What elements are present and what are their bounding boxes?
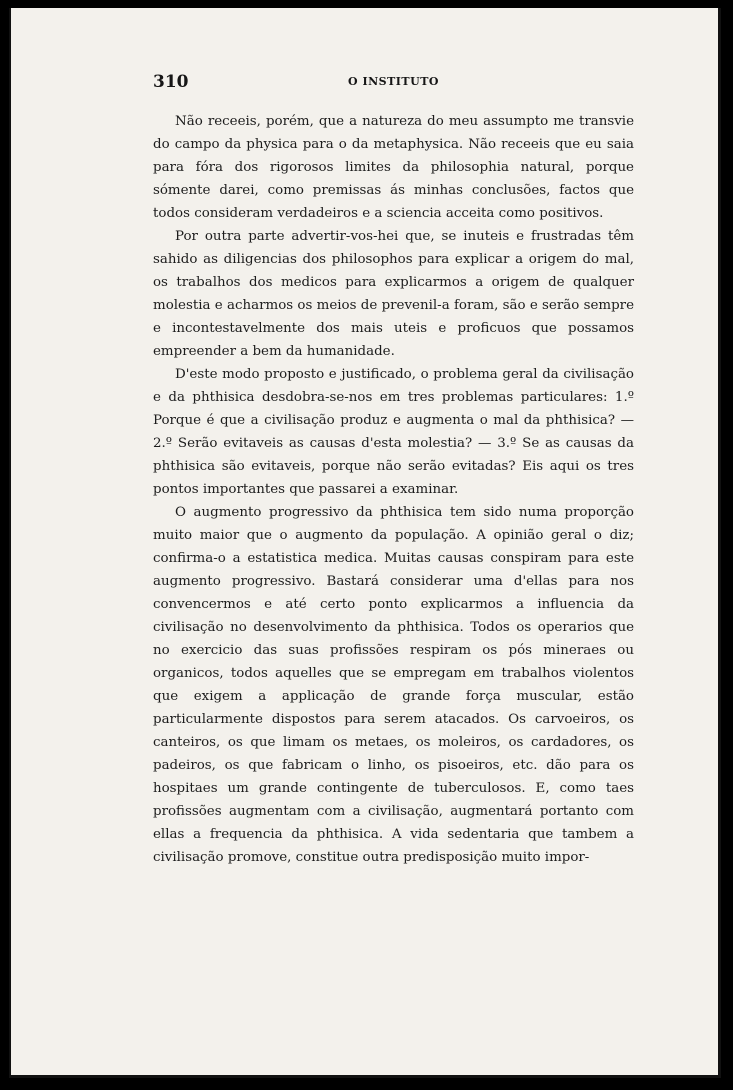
- body-text: [153, 110, 634, 869]
- paragraph: Por outra parte advertir-vos-hei que, se inuteis e frustradas têm sahido as diligencias dos philosophos para explicar a origem do mal, os trabalhos dos medicos para explicarmos a origem de qualquer molestia e acharmos os meios de prevenil-a foram, são e serão sempre e incontestavelmente dos mais uteis e proficuos que possamos empreender a bem da humanidade.: [153, 229, 634, 359]
- paragraph: Não receeis, porém, que a natureza do meu assumpto me transvie do campo da physica para o da metaphysica. Não receeis que eu saia para fóra dos rigorosos limites da philosophia natural, porque sómente darei, como premissas ás minhas conclusões, factos que todos consideram verdadeiros e a sciencia acceita como positivos.: [153, 114, 634, 221]
- page-number: 310: [153, 72, 189, 92]
- paragraph: D'este modo proposto e justificado, o problema geral da civilisação e da phthisica desdobra-se-nos em tres problemas particulares: 1.º Porque é que a civilisação produz e augmenta o mal da phthisica? — 2.º Serão evitaveis as causas d'esta molestia? — 3.º Se as causas da phthisica são evitaveis, porque não serão evitadas? Eis aqui os tres pontos importantes que passarei a examinar.: [153, 367, 634, 497]
- running-title: O INSTITUTO: [348, 75, 439, 88]
- page-header: [153, 72, 634, 98]
- paragraph: O augmento progressivo da phthisica tem sido numa proporção muito maior que o augmento da população. A opinião geral o diz; confirma-o a estatistica medica. Muitas causas conspiram para este augmento progressivo. Bastará considerar uma d'ellas para nos convencermos e até certo ponto explicarmos a influencia da civilisação no desenvolvimento da phthisica. Todos os operarios que no exercicio das suas profissões respiram os pós mineraes ou organicos, todos aquelles que se empregam em trabalhos violentos que exigem a applicação de grande força muscular, estão particularmente dispostos para serem atacados. Os carvoeiros, os canteiros, os que limam os metaes, os moleiros, os cardadores, os padeiros, os que fabricam o linho, os pisoeiros, etc. dão para os hospitaes um grande contingente de tuberculosos. E, como taes profissões augmentam com a civilisação, augmentará portanto com ellas a frequencia da phthisica. A vida sedentaria que tambem a civilisação promove, constitue outra predisposição muito impor-: [153, 505, 634, 865]
